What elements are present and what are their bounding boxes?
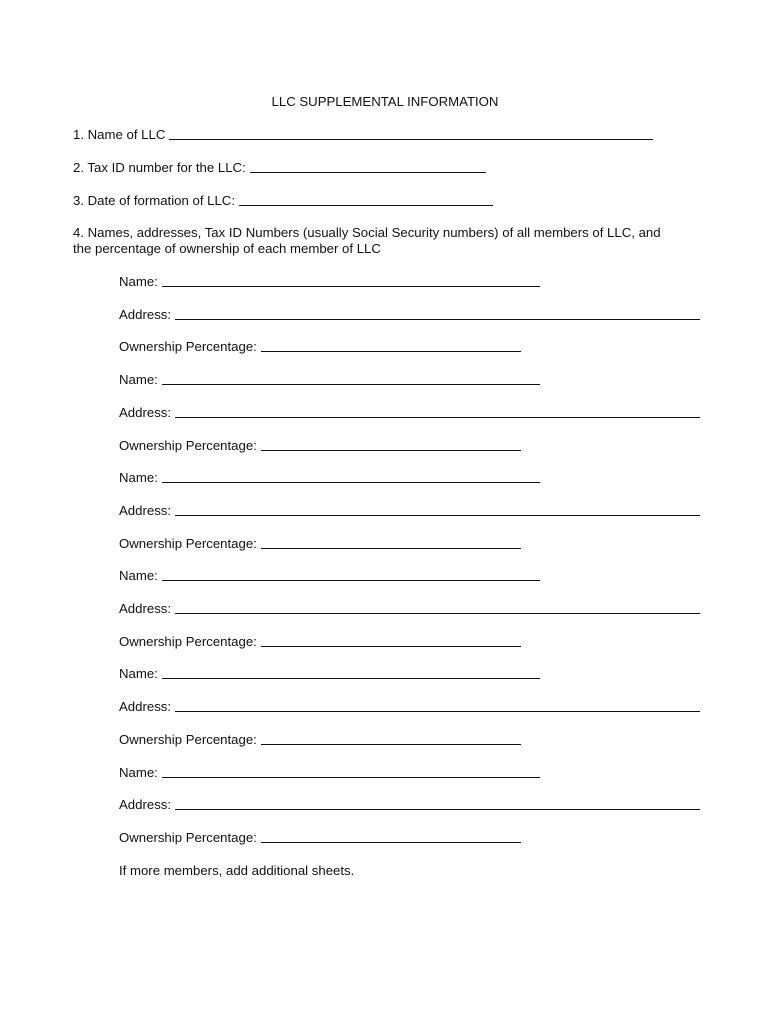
member-address-label: Address:	[119, 405, 172, 420]
member-name-field[interactable]	[162, 469, 540, 483]
member-ownership-label: Ownership Percentage:	[119, 536, 257, 551]
member-name-field[interactable]	[162, 665, 540, 679]
member-address-row	[119, 502, 700, 519]
llc-name-label: 1. Name of LLC	[73, 127, 166, 142]
members-instructions-line-2: the percentage of ownership of each member of LLC	[73, 241, 381, 256]
member-address-row	[119, 306, 700, 323]
member-name-label: Name:	[119, 666, 158, 681]
member-name-label: Name:	[119, 274, 158, 289]
formation-date-field[interactable]	[239, 192, 493, 206]
member-name-row	[119, 665, 540, 682]
page-title: LLC SUPPLEMENTAL INFORMATION	[271, 94, 499, 109]
member-name-field[interactable]	[162, 273, 540, 287]
member-address-label: Address:	[119, 307, 172, 322]
member-ownership-row	[119, 731, 521, 748]
member-name-label: Name:	[119, 568, 158, 583]
member-name-row	[119, 371, 540, 388]
member-ownership-field[interactable]	[261, 437, 521, 451]
tax-id-row	[73, 159, 486, 176]
member-ownership-row	[119, 535, 521, 552]
member-address-label: Address:	[119, 797, 172, 812]
member-name-row	[119, 469, 540, 486]
member-name-field[interactable]	[162, 567, 540, 581]
member-ownership-field[interactable]	[261, 633, 521, 647]
member-address-field[interactable]	[175, 502, 700, 516]
member-name-row	[119, 764, 540, 781]
member-ownership-label: Ownership Percentage:	[119, 830, 257, 845]
member-ownership-row	[119, 437, 521, 454]
member-name-label: Name:	[119, 372, 158, 387]
additional-sheets-note: If more members, add additional sheets.	[119, 863, 355, 878]
member-address-field[interactable]	[175, 698, 700, 712]
formation-date-label: 3. Date of formation of LLC:	[73, 193, 235, 208]
member-ownership-field[interactable]	[261, 829, 521, 843]
member-address-field[interactable]	[175, 796, 700, 810]
member-ownership-field[interactable]	[261, 535, 521, 549]
member-ownership-row	[119, 338, 521, 355]
member-ownership-row	[119, 829, 521, 846]
member-ownership-row	[119, 633, 521, 650]
member-address-row	[119, 404, 700, 421]
member-address-row	[119, 796, 700, 813]
members-instructions-line-1: 4. Names, addresses, Tax ID Numbers (usually Social Security numbers) of all members of LLC, and	[73, 225, 661, 240]
member-ownership-label: Ownership Percentage:	[119, 732, 257, 747]
member-address-field[interactable]	[175, 306, 700, 320]
member-address-field[interactable]	[175, 600, 700, 614]
member-name-label: Name:	[119, 765, 158, 780]
member-ownership-field[interactable]	[261, 338, 521, 352]
member-name-label: Name:	[119, 470, 158, 485]
tax-id-label: 2. Tax ID number for the LLC:	[73, 160, 246, 175]
members-instructions	[73, 225, 713, 257]
member-name-row	[119, 567, 540, 584]
member-address-row	[119, 600, 700, 617]
member-address-label: Address:	[119, 503, 172, 518]
member-ownership-field[interactable]	[261, 731, 521, 745]
llc-name-field[interactable]	[169, 126, 653, 140]
llc-name-row	[73, 126, 653, 143]
member-address-field[interactable]	[175, 404, 700, 418]
member-address-row	[119, 698, 700, 715]
member-ownership-label: Ownership Percentage:	[119, 339, 257, 354]
member-address-label: Address:	[119, 699, 172, 714]
member-name-field[interactable]	[162, 764, 540, 778]
member-ownership-label: Ownership Percentage:	[119, 634, 257, 649]
tax-id-field[interactable]	[250, 159, 486, 173]
member-address-label: Address:	[119, 601, 172, 616]
member-name-row	[119, 273, 540, 290]
member-ownership-label: Ownership Percentage:	[119, 438, 257, 453]
formation-date-row	[73, 192, 493, 209]
member-name-field[interactable]	[162, 371, 540, 385]
